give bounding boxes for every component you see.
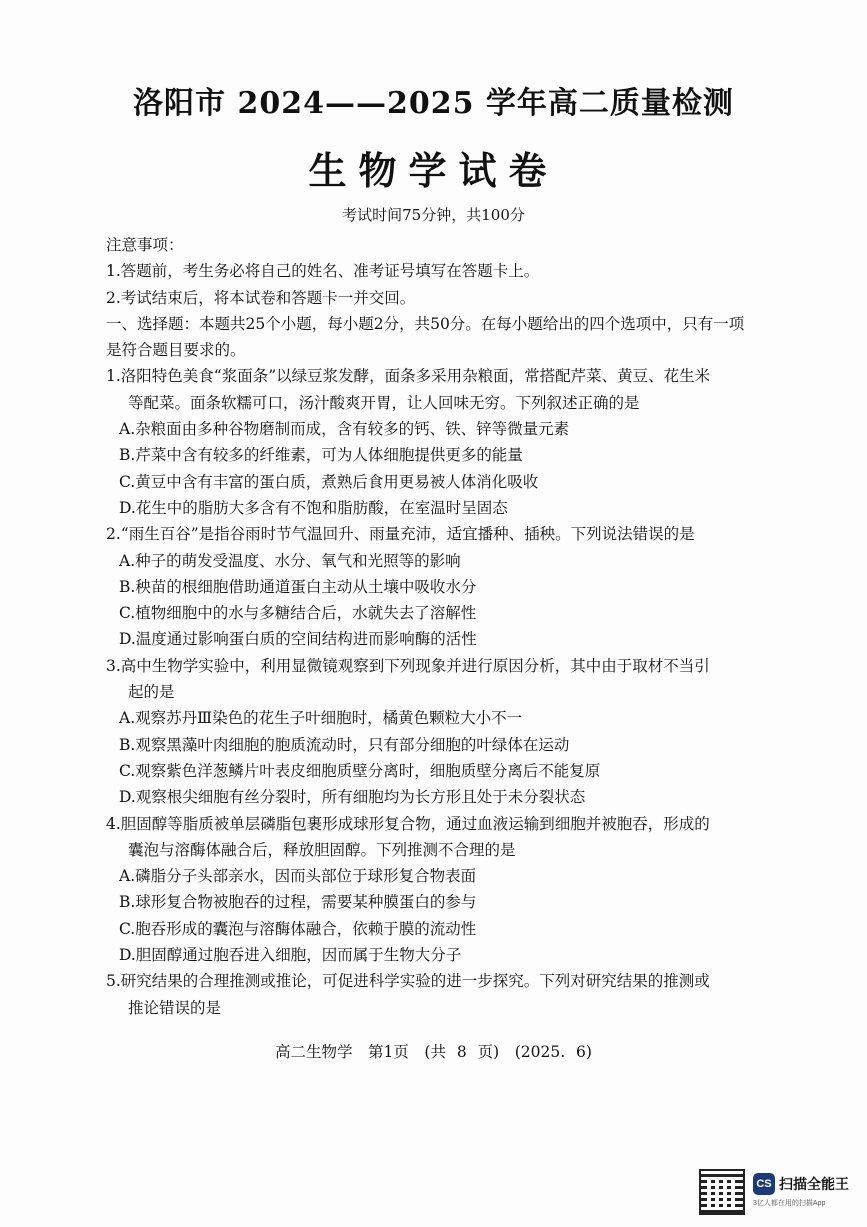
question-stem: 1.洛阳特色美食“浆面条”以绿豆浆发酵，面条多采用杂粮面，常搭配芹菜、黄豆、花生米 (106, 367, 711, 386)
option-a[interactable]: A.观察苏丹Ⅲ染色的花生子叶细胞时，橘黄色颗粒大小不一 (119, 709, 523, 728)
question-4 (106, 811, 776, 969)
qr-code-icon (699, 1169, 745, 1215)
option-b[interactable]: B.芹菜中含有较多的纤维素，可为人体细胞提供更多的能量 (119, 446, 523, 465)
exam-duration-info: 考试时间75分钟，共100分 (342, 206, 525, 224)
notes-heading: 注意事项： (106, 236, 184, 254)
option-b[interactable]: B.秧苗的根细胞借助通道蛋白主动从土壤中吸收水分 (119, 577, 477, 596)
question-stem: 起的是 (128, 683, 175, 702)
page-footer: 高二生物学 第1页 (共 8 页) (2025. 6) (275, 1043, 592, 1061)
section-heading: 一、选择题：本题共25个小题，每小题2分，共50分。在每小题给出的四个选项中，只有一项 (106, 314, 745, 333)
question-stem: 囊泡与溶酶体融合后，释放胆固醇。下列推测不合理的是 (128, 840, 516, 859)
note-item: 1.答题前，考生务必将自己的姓名、准考证号填写在答题卡上。 (106, 262, 540, 281)
question-2 (106, 521, 776, 652)
camscanner-logo-icon: CS (753, 1173, 775, 1195)
option-c[interactable]: C.胞吞形成的囊泡与溶酶体融合，依赖于膜的流动性 (119, 919, 477, 938)
scanner-app-name: 扫描全能王 (779, 1176, 849, 1192)
option-d[interactable]: D.花生中的脂肪大多含有不饱和脂肪酸，在室温时呈固态 (119, 498, 508, 517)
question-stem: 3.高中生物学实验中，利用显微镜观察到下列现象并进行原因分析，其中由于取材不当引 (106, 656, 710, 675)
option-d[interactable]: D.温度通过影响蛋白质的空间结构进而影响酶的活性 (119, 630, 477, 649)
option-d[interactable]: D.观察根尖细胞有丝分裂时，所有细胞均为长方形且处于未分裂状态 (119, 788, 586, 807)
question-3 (106, 653, 776, 811)
option-c[interactable]: C.黄豆中含有丰富的蛋白质，煮熟后食用更易被人体消化吸收 (119, 472, 539, 491)
option-a[interactable]: A.磷脂分子头部亲水，因而头部位于球形复合物表面 (119, 867, 477, 886)
question-1 (106, 363, 776, 521)
exam-body (106, 232, 776, 1021)
question-stem: 5.研究结果的合理推测或推论，可促进科学实验的进一步探究。下列对研究结果的推测或 (106, 972, 710, 991)
option-c[interactable]: C.植物细胞中的水与多糖结合后，水就失去了溶解性 (119, 604, 477, 623)
exam-subject-title: 生物学试卷 (308, 148, 559, 193)
option-c[interactable]: C.观察紫色洋葱鳞片叶表皮细胞质壁分离时，细胞质壁分离后不能复原 (119, 761, 601, 780)
section-heading-cont: 是符合题目要求的。 (106, 341, 246, 360)
scanner-watermark (699, 1169, 849, 1215)
question-stem: 2.“雨生百谷”是指谷雨时节气温回升、雨量充沛，适宜播种、插秧。下列说法错误的是 (106, 525, 695, 544)
scanner-tagline: 3亿人都在用的扫描App (753, 1200, 826, 1207)
option-b[interactable]: B.球形复合物被胞吞的过程，需要某种膜蛋白的参与 (119, 893, 477, 912)
question-stem: 推论错误的是 (128, 998, 222, 1017)
option-b[interactable]: B.观察黑藻叶肉细胞的胞质流动时，只有部分细胞的叶绿体在运动 (119, 735, 570, 754)
scanner-brand (753, 1173, 849, 1208)
option-a[interactable]: A.种子的萌发受温度、水分、氧气和光照等的影响 (119, 551, 461, 570)
option-a[interactable]: A.杂粮面由多种谷物磨制而成，含有较多的钙、铁、锌等微量元素 (119, 420, 570, 439)
question-5 (106, 968, 776, 1021)
question-stem: 4.胆固醇等脂质被单层磷脂包裹形成球形复合物，通过血液运输到细胞并被胞吞，形成的 (106, 814, 710, 833)
note-item: 2.考试结束后，将本试卷和答题卡一并交回。 (106, 288, 416, 307)
option-d[interactable]: D.胆固醇通过胞吞进入细胞，因而属于生物大分子 (119, 946, 462, 965)
question-stem: 等配菜。面条软糯可口，汤汁酸爽开胃，让人回味无穷。下列叙述正确的是 (128, 393, 640, 412)
exam-title: 洛阳市 2024——2025 学年高二质量检测 (133, 86, 734, 121)
